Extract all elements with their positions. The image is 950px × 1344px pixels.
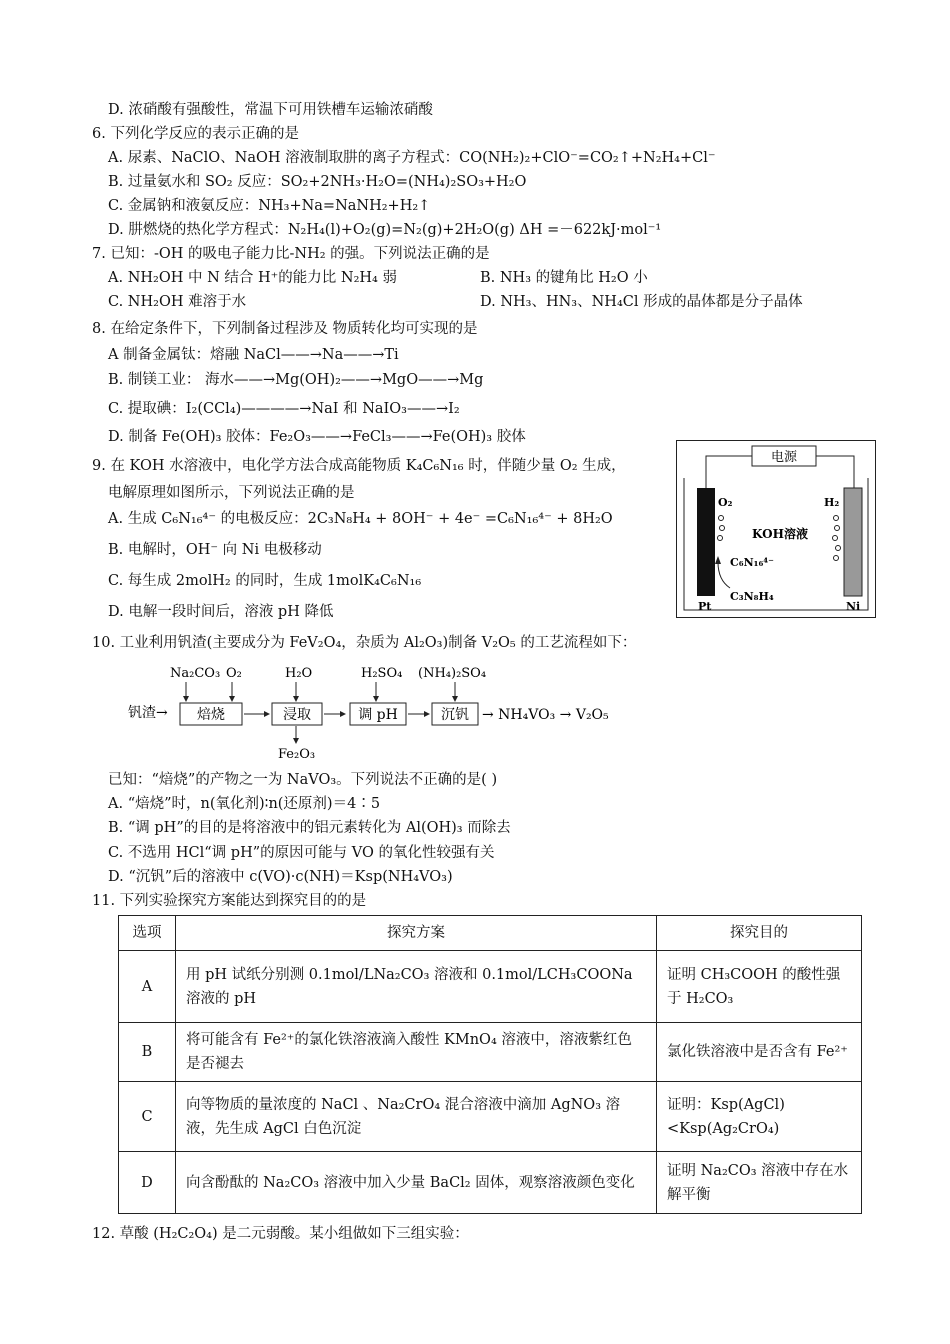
question-6: 6. 下列化学反应的表示正确的是: [92, 126, 299, 142]
q8-option-b: B. 制镁工业： 海水——→Mg(OH)₂——→MgO——→Mg: [108, 372, 484, 388]
cell-goal: 证明 Na₂CO₃ 溶液中存在水解平衡: [657, 1152, 862, 1214]
cell-plan: 向等物质的量浓度的 NaCl 、Na₂CrO₄ 混合溶液中滴加 AgNO₃ 溶液，先生成 AgCl 白色沉淀: [176, 1082, 657, 1152]
q6-option-d: D. 肼燃烧的热化学方程式：N₂H₄(l)+O₂(g)=N₂(g)+2H₂O(g) ΔH =－622kJ·mol⁻¹: [108, 222, 662, 238]
question-11: 11. 下列实验探究方案能达到探究目的的是: [92, 893, 367, 909]
table-row: [119, 951, 862, 1023]
cell-goal: 证明：Ksp(AgCl)<Ksp(Ag₂CrO₄): [657, 1082, 862, 1152]
question-10: 10. 工业利用钒渣(主要成分为 FeV₂O₄，杂质为 Al₂O₃)制备 V₂O₅ 的工艺流程如下：: [92, 635, 637, 651]
q8-option-d: D. 制备 Fe(OH)₃ 胶体：Fe₂O₃——→FeCl₃——→Fe(OH)₃ 胶体: [108, 429, 526, 445]
q9-option-d: D. 电解一段时间后，溶液 pH 降低: [108, 604, 334, 620]
question-8: 8. 在给定条件下，下列制备过程涉及 物质转化均可实现的是: [92, 321, 478, 337]
q7-option-d: D. NH₃、HN₃、NH₄Cl 形成的晶体都是分子晶体: [480, 294, 803, 310]
q10-option-d: D. “沉钒”后的溶液中 c(VO)·c(NH)＝Ksp(NH₄VO₃): [108, 869, 453, 885]
header-option: 选项: [119, 916, 176, 951]
q6-option-c: C. 金属钠和液氨反应：NH₃+Na=NaNH₂+H₂↑: [108, 198, 431, 214]
flow-box-roast: 焙烧: [197, 707, 225, 723]
cell-option: A: [119, 951, 176, 1023]
power-source-label: 电源: [770, 450, 798, 465]
flow-start: 钒渣→: [128, 705, 168, 721]
q8-option-a: A 制备金属钛：熔融 NaCl——→Na——→Ti: [108, 347, 399, 363]
flow-end: → NH₄VO₃ → V₂O₅: [482, 707, 609, 723]
table-row: [119, 1023, 862, 1082]
flow-input-h2o: H₂O: [285, 666, 313, 681]
q10-option-c: C. 不选用 HCl“调 pH”的原因可能与 VO 的氧化性较强有关: [108, 845, 495, 861]
h2-label: H₂: [824, 496, 840, 509]
q11-table: [118, 915, 862, 1214]
cell-option: D: [119, 1152, 176, 1214]
pt-electrode: [697, 488, 715, 596]
c3n8h4-label: C₃N₈H₄: [730, 590, 774, 603]
header-goal: 探究目的: [657, 916, 862, 951]
question-12: 12. 草酸 (H₂C₂O₄) 是二元弱酸。某小组做如下三组实验：: [92, 1226, 469, 1242]
q8-option-c: C. 提取碘：I₂(CCl₄)————→NaI 和 NaIO₃——→I₂: [108, 401, 460, 417]
flow-input-h2so4: H₂SO₄: [361, 666, 403, 681]
ni-label: Ni: [846, 600, 861, 613]
cell-goal: 证明 CH₃COOH 的酸性强于 H₂CO₃: [657, 951, 862, 1023]
q6-option-a: A. 尿素、NaClO、NaOH 溶液制取肼的离子方程式：CO(NH₂)₂+ClO⁻=CO₂↑+N₂H₄+Cl⁻: [108, 150, 716, 166]
table-row: [119, 1082, 862, 1152]
cell-goal: 氯化铁溶液中是否含有 Fe²⁺: [657, 1023, 862, 1082]
flow-input-na2co3: Na₂CO₃: [170, 666, 221, 681]
process-flow-diagram: [128, 660, 628, 764]
table-header-row: [119, 916, 862, 951]
flow-input-nh4so4: (NH₄)₂SO₄: [418, 666, 487, 681]
koh-solution-label: KOH溶液: [752, 527, 808, 541]
q9-option-c: C. 每生成 2molH₂ 的同时，生成 1molK₄C₆N₁₆: [108, 573, 422, 589]
flow-box-precipitate: 沉钒: [441, 707, 469, 723]
q7-option-b: B. NH₃ 的键角比 H₂O 小: [480, 270, 648, 286]
cell-option: C: [119, 1082, 176, 1152]
flow-box-adjust-ph: 调 pH: [358, 707, 398, 723]
q7-option-c: C. NH₂OH 难溶于水: [108, 294, 247, 310]
q6-option-b: B. 过量氨水和 SO₂ 反应：SO₂+2NH₃·H₂O=(NH₄)₂SO₃+H₂O: [108, 174, 527, 190]
q9-option-b: B. 电解时，OH⁻ 向 Ni 电极移动: [108, 542, 322, 558]
pt-label: Pt: [698, 600, 712, 613]
q9-option-a: A. 生成 C₆N₁₆⁴⁻ 的电极反应：2C₃N₈H₄ + 8OH⁻ + 4e⁻ =C₆N₁₆⁴⁻ + 8H₂O: [108, 511, 613, 527]
question-7: 7. 已知：-OH 的吸电子能力比-NH₂ 的强。下列说法正确的是: [92, 246, 490, 262]
table-row: [119, 1152, 862, 1214]
q10-known: 已知：“焙烧”的产物之一为 NaVO₃。下列说法不正确的是( ): [108, 772, 498, 788]
q7-option-a: A. NH₂OH 中 N 结合 H⁺的能力比 N₂H₄ 弱: [108, 270, 397, 286]
header-plan: 探究方案: [176, 916, 657, 951]
cell-option: B: [119, 1023, 176, 1082]
flow-input-o2: O₂: [226, 666, 242, 681]
q10-option-b: B. “调 pH”的目的是将溶液中的铝元素转化为 Al(OH)₃ 而除去: [108, 820, 511, 836]
flow-output-fe2o3: Fe₂O₃: [278, 747, 316, 762]
flow-box-leach: 浸取: [283, 707, 311, 723]
o2-label: O₂: [718, 496, 733, 509]
ni-electrode: [844, 488, 862, 596]
electrolysis-diagram: [676, 440, 876, 618]
q5-option-d: D. 浓硝酸有强酸性，常温下可用铁槽车运输浓硝酸: [108, 102, 433, 118]
q10-option-a: A. “焙烧”时，n(氧化剂)∶n(还原剂)＝4∶5: [108, 796, 381, 812]
c6n16-label: C₆N₁₆⁴⁻: [730, 556, 774, 569]
cell-plan: 向含酚酞的 Na₂CO₃ 溶液中加入少量 BaCl₂ 固体，观察溶液颜色变化: [176, 1152, 657, 1214]
cell-plan: 将可能含有 Fe²⁺的氯化铁溶液滴入酸性 KMnO₄ 溶液中，溶液紫红色是否褪去: [176, 1023, 657, 1082]
cell-plan: 用 pH 试纸分别测 0.1mol/LNa₂CO₃ 溶液和 0.1mol/LCH₃COONa 溶液的 pH: [176, 951, 657, 1023]
question-9-cont: 电解原理如图所示，下列说法正确的是: [108, 485, 355, 501]
question-9: 9. 在 KOH 水溶液中，电化学方法合成高能物质 K₄C₆N₁₆ 时，伴随少量 O₂ 生成，: [92, 458, 626, 474]
